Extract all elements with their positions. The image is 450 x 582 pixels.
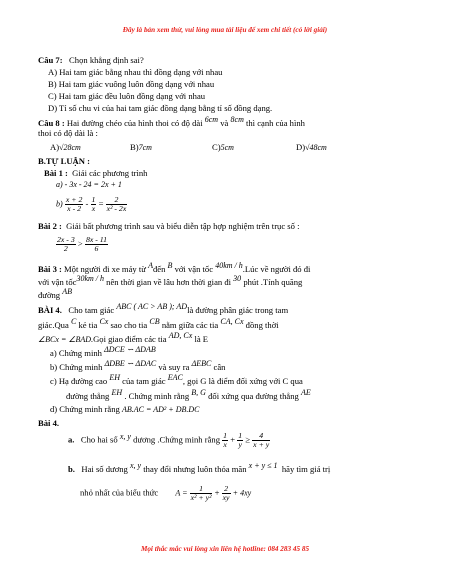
denominator: 6 [94,244,99,254]
math-triangle: ABC ( AC > AB ); AD [116,302,188,311]
option-label: B) [130,142,139,152]
math-similar-b: ΔDBE ∽ ΔDAC [104,359,157,368]
equals-sign: = [98,198,104,209]
bai-2-text: Giải bất phương trình sau và biểu diễn tập hợp nghiệm trên trục số : [66,221,300,231]
math-c: C [70,317,77,326]
q8-option-a [50,143,81,152]
fraction [252,432,270,449]
fraction [56,236,76,253]
numerator: 8x - 11 [85,235,108,244]
bai-4-item-d [50,405,199,414]
math-ca-cx: CA, Cx [220,317,244,326]
q7-option-b: B) Hai tam giác vuông luôn đồng dạng với nhau [48,79,215,89]
math-similar-a: ΔDCE ∽ ΔDAB [104,345,156,354]
math-ad-cx: AD, Cx [168,331,193,340]
math-eh: EH [109,373,120,382]
question-7 [38,56,144,65]
text: Gọi giao điểm các tia [93,333,167,344]
numerator: 1 [238,431,243,440]
text: đường thẳng [66,390,110,401]
bai-1 [44,169,147,178]
numerator: 1 [190,485,213,494]
math-8cm: 8cm [230,115,244,124]
top-banner: Đây là bản xem thử, vui lòng mua tài liệu để xem chi tiết (có lời giải) [122,26,328,34]
math-cb: CB [149,317,160,326]
denominator: x² + y² [190,493,212,503]
math-speed-1: 40km / h [215,261,243,270]
q8-option-c [212,143,234,152]
text: cân [213,361,226,372]
math-eh: EH [111,388,123,397]
fraction [65,196,84,213]
bai-4-item-a [50,346,156,357]
question-8-text-2: thì cạnh của hình [246,117,305,128]
fraction [222,485,231,502]
text: d) Chứng minh rằng [50,404,120,414]
bai-3-text: Một người đi xe máy từ [64,263,146,274]
bai-4-item-b [50,360,225,371]
denominator: y [238,440,242,450]
math-minutes: 30 [233,274,242,283]
text: hãy tìm giá trị [281,463,331,474]
greater-than-sign: > [77,238,83,249]
option-label: A) [50,142,60,152]
bai-4-line-3 [38,332,208,344]
bai-2 [38,222,300,231]
math-ebc: ΔEBC [191,359,212,368]
bottom-banner: Mọi thắc mắc vui lòng xin liên hệ hotline: 084 283 45 85 [140,545,310,553]
question-7-label: Câu 7: [38,55,63,65]
bai-3-line-2 [38,275,302,286]
text: đến [152,263,166,274]
and-word: và [220,117,229,128]
bai-4-item-c-2 [66,389,311,400]
option-label: C) [212,142,221,152]
text: Cho hai số [80,434,118,445]
text: kẻ tia [78,319,98,330]
text: sao cho tia [110,319,148,330]
text: , gọi G là điểm đối xứng với C qua [182,375,303,386]
q8-option-d [296,143,327,152]
numerator: 2 [106,196,128,205]
text: với vận tốc [38,276,77,287]
bai-2-inequality [56,236,108,253]
text: .Lúc về người đó đi [242,263,311,274]
text: nên thời gian về lâu hơn thời gian đi [106,276,232,287]
text: b) Chứng minh [50,361,103,372]
denominator: 2 [63,244,68,254]
text: phút .Tính quãng [243,276,303,287]
text: thay đổi nhưng luôn thỏa mãn [143,463,247,474]
numerator: 4 [252,432,270,441]
math-b: B [167,261,173,270]
fraction [190,485,213,502]
numerator: 2x - 3 [57,235,75,244]
math-speed-2: 30km / h [76,274,104,283]
denominator: x [223,440,227,450]
plus-sign: + [230,434,236,445]
math-condition: x + y ≤ 1 [248,461,278,470]
bai-4-algebra-b [68,462,330,473]
option-value: √28cm [59,143,81,152]
denominator: x - 2 [67,204,82,214]
bai-4-algebra-label: Bài 4. [38,418,60,428]
text: của tam giác [122,375,166,386]
math-ab: AB [62,287,73,296]
text: với vận tốc [174,263,214,274]
fraction [222,432,228,449]
question-7-text: Chọn khẳng định sai? [69,55,144,65]
bai-3 [38,262,310,273]
math-a: A [148,261,153,270]
question-8-label: Câu 8 : [38,117,65,128]
part-a-label: a. [68,434,75,445]
option-value: 7cm [138,143,152,152]
text: dương .Chứng minh rằng [133,434,220,445]
text: là E [194,333,209,344]
bai-3-line-3 [38,288,72,299]
math-ae: AE [301,388,311,397]
denominator: x + y [253,440,270,450]
bai-1-label: Bài 1 : [44,168,68,178]
q7-option-c: C) Hai tam giác đều luôn đồng dạng với nhau [48,91,206,101]
text: đường [38,289,61,300]
question-8 [38,116,305,127]
q7-option-d: D) Tỉ số chu vi của hai tam giác đồng dạng bằng tỉ số đồng dạng. [48,103,273,113]
ge-sign: ≥ [245,434,251,445]
text: là đường phân giác trong tam [187,304,289,315]
bai-4-algebra-b-2 [80,485,251,502]
text: đồng thời [245,319,279,330]
text: nhỏ nhất của biểu thức [80,487,159,498]
bai-3-label: Bài 3 : [38,263,62,274]
fraction [91,196,97,213]
option-value: 5cm [220,143,234,152]
denominator: xy [222,493,230,503]
numerator: 1 [91,195,96,204]
numerator: 1 [223,431,228,440]
denominator: x [91,204,96,214]
text: c) Hạ đường cao [50,375,108,386]
text: Hai số dương [81,463,128,474]
numerator: x + 2 [65,195,83,204]
bai-4-label: BÀI 4. [38,304,62,315]
math-bg: B, G [191,388,206,397]
option-value: √48cm [305,143,327,152]
math-eac: EAC [167,373,183,382]
section-b-heading: B.TỰ LUẬN : [38,156,90,166]
fraction [106,196,128,213]
q7-option-a: A) Hai tam giác bằng nhau thì đồng dạng với nhau [48,67,223,77]
bai-1-b [56,196,127,213]
fraction [237,432,243,449]
text: . Chứng minh rằng [124,390,190,401]
math-xy: x, y [119,431,131,441]
bai-4-line-2 [38,318,279,329]
fraction [85,236,108,253]
part-b-label: b) [56,199,63,209]
math-tail: + 4xy [232,488,252,498]
bai-1-a: a) - 3x - 24 = 2x + 1 [56,180,122,189]
q8-option-b [130,143,152,152]
math-6cm: 6cm [204,115,219,124]
bai-4-item-c [50,374,303,385]
bai-4-geometry [38,303,288,314]
question-8-text-3: thoi có độ dài là : [38,128,98,138]
bai-4-algebra-a [68,432,270,449]
math-xy: x, y [130,461,142,470]
text: giác.Qua [38,319,69,330]
text: và suy ra [158,361,190,372]
text: Cho tam giác [68,304,115,315]
question-8-text: Hai đường chéo của hình thoi có độ dài [66,117,203,128]
text: nằm giữa các tia [161,319,219,330]
part-b-label: b. [68,463,75,474]
numerator: 2 [222,485,231,494]
math-cx: Cx [99,317,109,326]
minus-sign: - [85,198,89,209]
denominator: x² - 2x [106,204,127,214]
text: đối xứng qua đường thẳng [208,390,299,401]
math-angle: ∠BCx = ∠BAD. [38,334,94,344]
option-label: D) [296,142,306,152]
bai-2-label: Bài 2 : [38,221,62,231]
plus-sign: + [214,487,220,498]
math-identity: AB.AC = AD² + DB.DC [121,405,200,414]
text: a) Chứng minh [50,347,102,358]
bai-1-text: Giải các phương trình [72,168,148,178]
math-a-equals: A = [175,488,188,498]
